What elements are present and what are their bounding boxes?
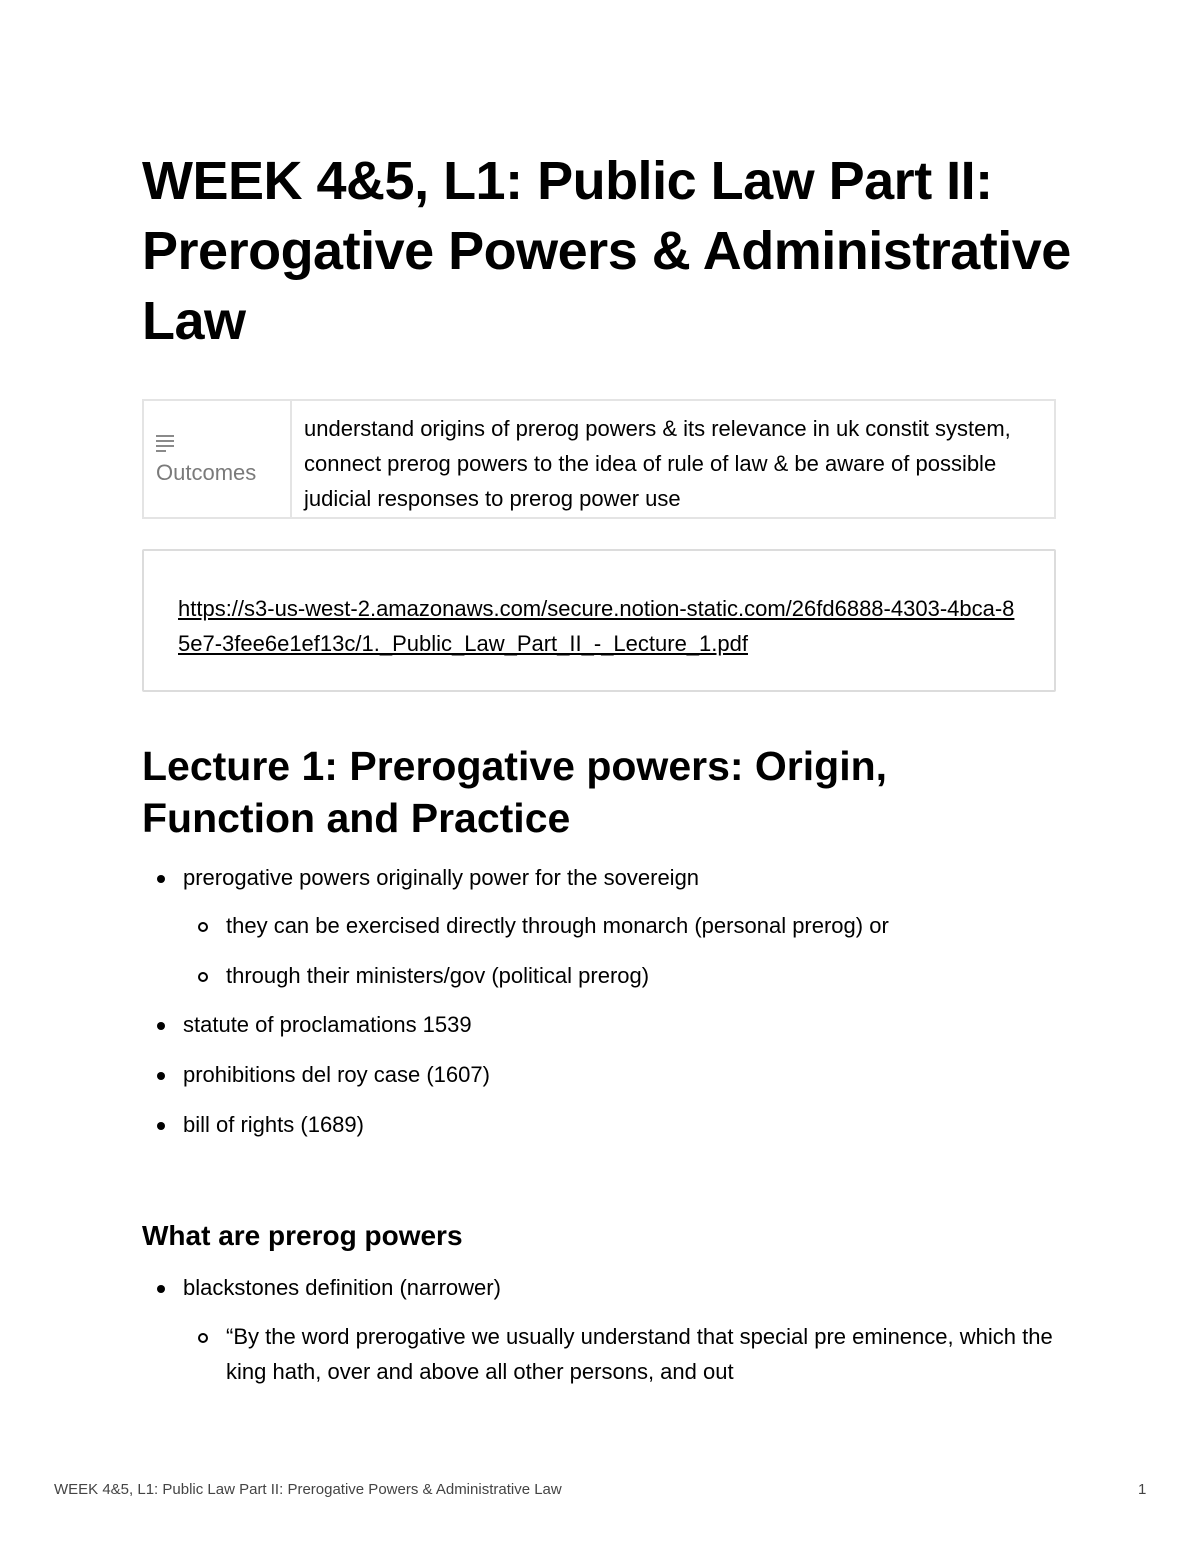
bullet-dot bbox=[157, 1285, 165, 1293]
bullet-dot bbox=[157, 1022, 165, 1030]
list-item: through their ministers/gov (political prerog) bbox=[226, 963, 650, 988]
list-item: blackstones definition (narrower) bbox=[183, 1275, 501, 1300]
pdf-link[interactable]: https://s3-us-west-2.amazonaws.com/secure.notion-static.com/26fd6888-4303-4bca-85e7-3fee6e1ef13c/1._Public_Law_Part_II_-_Lecture_1.pdf bbox=[178, 596, 1015, 656]
list-item: “By the word prerogative we usually understand that special pre eminence, which the king hath, over and above all other persons, and out bbox=[226, 1324, 1053, 1384]
bullet-ring bbox=[198, 922, 208, 932]
page-title: WEEK 4&5, L1: Public Law Part II: Prerogative Powers & Administrative Law bbox=[142, 151, 1071, 351]
bullet-ring bbox=[198, 1333, 208, 1343]
outcomes-property bbox=[142, 399, 1056, 519]
list-item: statute of proclamations 1539 bbox=[183, 1012, 472, 1037]
list-item: they can be exercised directly through monarch (personal prerog) or bbox=[226, 913, 889, 938]
bullet-ring bbox=[198, 972, 208, 982]
property-value: understand origins of prerog powers & its relevance in uk constit system, connect prerog powers to the idea of rule of law & be aware of possible judicial responses to prerog power use bbox=[304, 416, 1011, 511]
list-item: bill of rights (1689) bbox=[183, 1112, 364, 1137]
property-label: Outcomes bbox=[156, 460, 257, 485]
page-number: 1 bbox=[1138, 1481, 1147, 1498]
list-item: prohibitions del roy case (1607) bbox=[183, 1062, 490, 1087]
footer-title: WEEK 4&5, L1: Public Law Part II: Prerogative Powers & Administrative Law bbox=[54, 1481, 562, 1498]
lecture-heading: Lecture 1: Prerogative powers: Origin, Function and Practice bbox=[142, 743, 888, 841]
bullet-dot bbox=[157, 1122, 165, 1130]
list-icon bbox=[156, 435, 174, 452]
list-item: prerogative powers originally power for the sovereign bbox=[183, 865, 700, 890]
bullet-dot bbox=[157, 1072, 165, 1080]
bullet-dot bbox=[157, 875, 165, 883]
section-heading: What are prerog powers bbox=[142, 1220, 463, 1251]
property-key bbox=[144, 401, 292, 517]
pdf-bookmark[interactable] bbox=[142, 549, 1056, 692]
